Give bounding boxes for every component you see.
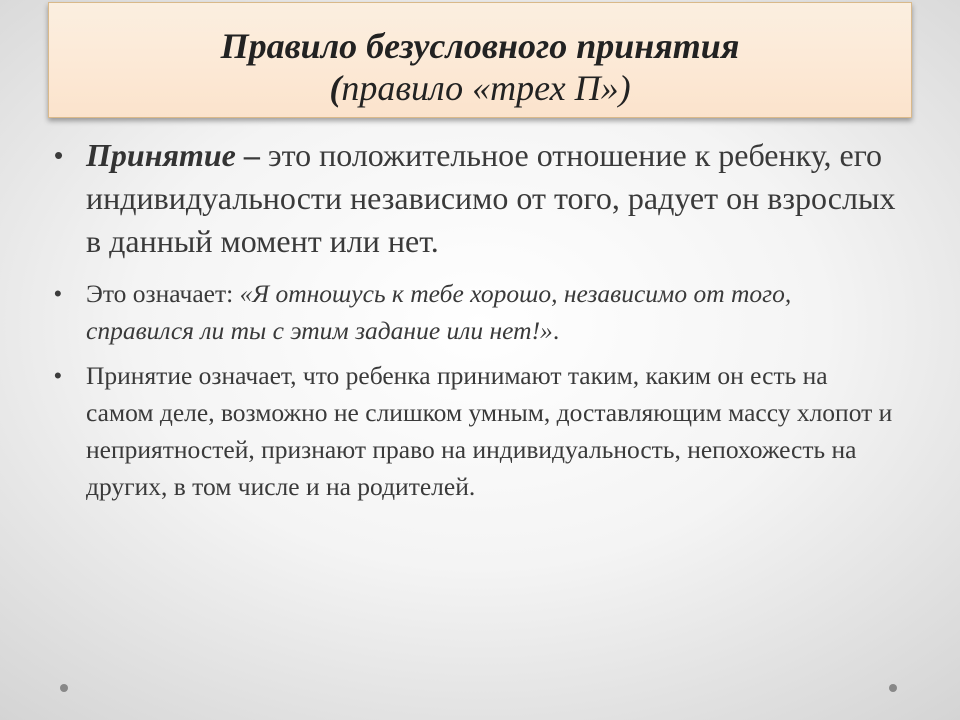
explanation-text: Принятие означает, что ребенка принимают таким, каким он есть на самом деле, возможно не слишком умным, доставляющим массу хлопот и неприятностей, признают право на индивидуальность, непохожесть на других, в том числе и на родителей. — [86, 361, 893, 501]
meaning-lead: Это означает: — [86, 279, 240, 308]
slide-title: Правило безусловного принятия — [220, 26, 740, 66]
subtitle-text: правило «трех П») — [341, 68, 631, 108]
slide-subtitle — [49, 67, 911, 109]
bullet-item-explanation — [50, 357, 900, 505]
bullet-list — [50, 134, 900, 505]
decorative-dot-left — [60, 684, 68, 692]
meaning-tail: . — [552, 316, 560, 345]
bullet-icon: • — [54, 281, 62, 306]
definition-text: это положительное отношение к ребенку, его индивидуальности независимо от того, радует он взрослых в данный момент или нет. — [86, 137, 896, 259]
meaning-quote: «Я отношусь к тебе хорошо, независимо от того, справился ли ты с этим задание или нет!» — [86, 279, 792, 345]
bullet-icon: • — [54, 363, 62, 388]
term-acceptance: Принятие — [86, 137, 236, 173]
bullet-item-acceptance-definition — [50, 134, 900, 263]
decorative-dot-right — [889, 684, 897, 692]
term-dash: – — [235, 137, 268, 173]
title-box — [48, 2, 912, 118]
subtitle-paren: ( — [329, 68, 342, 108]
bullet-icon: • — [54, 140, 64, 170]
bullet-item-meaning — [50, 275, 900, 349]
